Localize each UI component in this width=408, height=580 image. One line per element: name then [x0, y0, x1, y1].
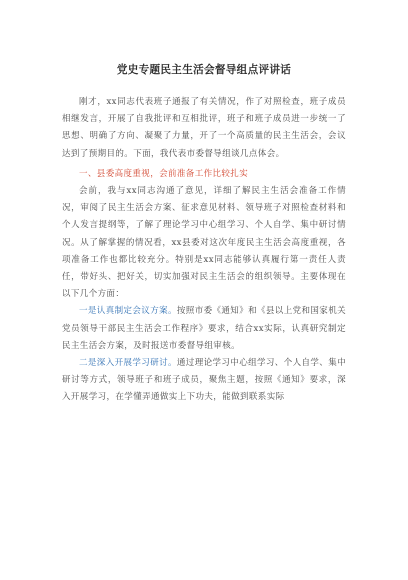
- point-2-text: 通过理论学习中心组学习、个人自学、集中研讨等方式，领导班子和班子成员，聚焦主题，按照《通知》要求，深入开展学习，在学懂弄通做实上下功夫，能做到联系实际: [62, 358, 347, 403]
- paragraph-point-2: [62, 355, 346, 407]
- section-heading-1: 一、县委高度重视，会前准备工作比较扎实: [79, 168, 249, 179]
- point-2-lead: 二是深入开展学习研讨。: [79, 358, 177, 369]
- paragraph-preparation: 会前，我与xx同志沟通了意见，详细了解民主生活会准备工作情况，审阅了民主生活会方案、征求意见材料、领导班子对照检查材料和个人发言提纲等，了解了理论学习中心组学习、个人自学、集中研讨情况。从了解掌握的情况看，xx县委对这次年度民主生活会高度重视，各项准备工作也都比较充分。特别是xx同志能够认真履行第一责任人责任，带好头、把好关，切实加强对民主生活会的组织领导。主要体现在以下几个方面：: [62, 186, 346, 300]
- paragraph-intro: 刚才，xx同志代表班子通报了有关情况，作了对照检查，班子成员相继发言，开展了自我批评和互相批评，班子和班子成员进一步统一了思想、明确了方向、凝聚了力量，开了一个高质量的民主生活会，会议达到了预期目的。下面，我代表市委督导组谈几点体会。: [62, 97, 346, 159]
- point-1-text: 按照市委《通知》和《县以上党和国家机关党员领导干部民主生活会工作程序》要求，结合xx实际，认真研究制定民主生活会方案，及时报送市委督导组审核。: [62, 306, 347, 351]
- document-title: 党史专题民主生活会督导组点评讲话: [116, 64, 292, 76]
- point-1-lead: 一是认真制定会议方案。: [79, 306, 177, 317]
- paragraph-point-1: [62, 303, 346, 355]
